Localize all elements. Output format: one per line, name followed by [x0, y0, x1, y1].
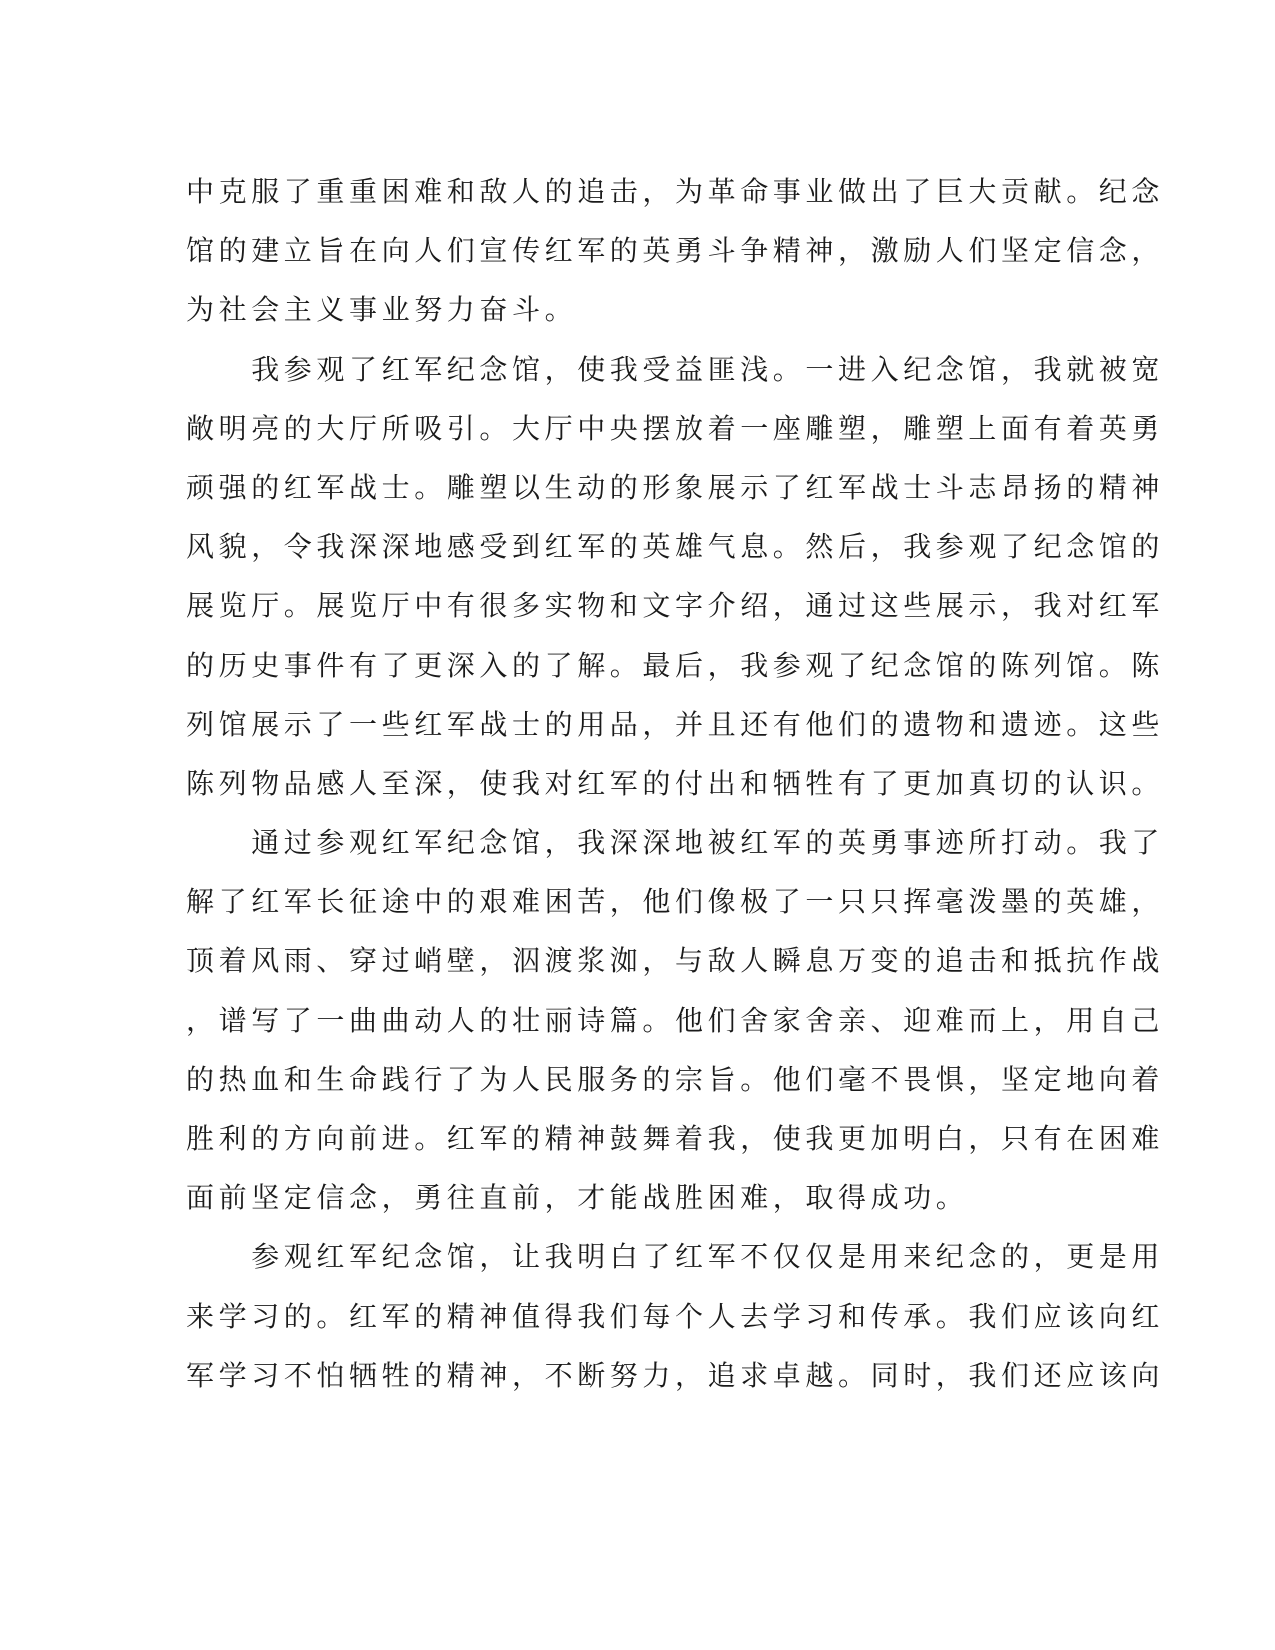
- text-line: 军学习不怕牺牲的精神，不断努力，追求卓越。同时，我们还应该向: [186, 1358, 1165, 1392]
- text-line: 的热血和生命践行了为人民服务的宗旨。他们毫不畏惧，坚定地向着: [186, 1062, 1165, 1096]
- text-line: ，谱写了一曲曲动人的壮丽诗篇。他们舍家舍亲、迎难而上，用自己: [186, 1003, 1165, 1037]
- text-line: 顶着风雨、穿过峭壁，泅渡浆洳，与敌人瞬息万变的追击和抵抗作战: [186, 944, 1165, 978]
- text-line: 列馆展示了一些红军战士的用品，并且还有他们的遗物和遗迹。这些: [186, 707, 1165, 741]
- text-line: 展览厅。展览厅中有很多实物和文字介绍，通过这些展示，我对红军: [186, 589, 1165, 623]
- text-line: 参观红军纪念馆，让我明白了红军不仅仅是用来纪念的，更是用: [186, 1240, 1165, 1274]
- text-line: 陈列物品感人至深，使我对红军的付出和牺牲有了更加真切的认识。: [186, 766, 1165, 800]
- text-line: 面前坚定信念，勇往直前，才能战胜困难，取得成功。: [186, 1181, 969, 1215]
- text-line: 中克服了重重困难和敌人的追击，为革命事业做出了巨大贡献。纪念: [186, 175, 1165, 208]
- text-line: 解了红军长征途中的艰难困苦，他们像极了一只只挥毫泼墨的英雄，: [186, 885, 1165, 919]
- text-line: 为社会主义事业努力奋斗。: [186, 293, 578, 327]
- text-line: 风貌，令我深深地感受到红军的英雄气息。然后，我参观了纪念馆的: [186, 530, 1165, 564]
- text-line: 顽强的红军战士。雕塑以生动的形象展示了红军战士斗志昂扬的精神: [186, 470, 1165, 504]
- text-line: 来学习的。红军的精神值得我们每个人去学习和传承。我们应该向红: [186, 1299, 1165, 1333]
- text-line: 我参观了红军纪念馆，使我受益匪浅。一进入纪念馆，我就被宽: [186, 352, 1165, 386]
- text-line: 胜利的方向前进。红军的精神鼓舞着我，使我更加明白，只有在困难: [186, 1122, 1165, 1155]
- text-line: 通过参观红军纪念馆，我深深地被红军的英勇事迹所打动。我了: [186, 826, 1165, 860]
- text-line: 馆的建立旨在向人们宣传红军的英勇斗争精神，激励人们坚定信念，: [186, 234, 1165, 268]
- text-line: 敞明亮的大厅所吸引。大厅中央摆放着一座雕塑，雕塑上面有着英勇: [186, 411, 1165, 445]
- text-line: 的历史事件有了更深入的了解。最后，我参观了纪念馆的陈列馆。陈: [186, 648, 1165, 682]
- body-text: [186, 162, 1165, 1405]
